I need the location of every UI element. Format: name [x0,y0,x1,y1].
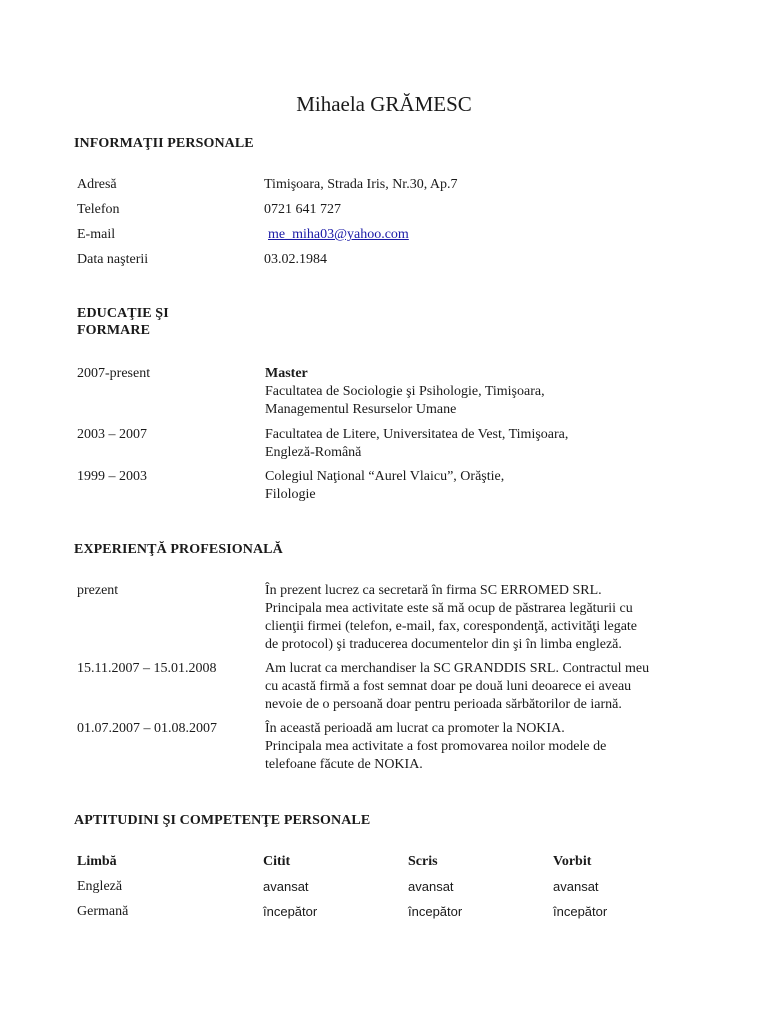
education-entry [265,468,685,504]
email-link[interactable]: me_miha03@yahoo.com [268,227,409,242]
section-heading-education [77,305,169,339]
experience-line: În această perioadă am lucrat ca promoter la NOKIA. [265,721,565,736]
cv-name: Mihaela GRĂMESC [296,92,472,116]
experience-description [265,720,690,774]
address-value: Timişoara, Strada Iris, Nr.30, Ap.7 [264,177,458,192]
reading-level: începător [263,904,318,919]
address-label: Adresă [77,177,117,192]
experience-description [265,582,690,654]
column-header-language: Limbă [77,854,117,869]
language-name: Germană [77,904,129,919]
education-field: Filologie [265,487,316,502]
education-heading-line2: FORMARE [77,323,151,338]
education-field: Engleză-Română [265,445,362,460]
birthdate-label: Data naşterii [77,252,149,267]
education-field: Managementul Resurselor Umane [265,402,457,417]
experience-description [265,660,690,714]
section-heading-personal: INFORMAŢII PERSONALE [74,136,254,151]
language-name: Engleză [77,879,123,894]
education-institution: Colegiul Naţional “Aurel Vlaicu”, Orăştie, [265,469,505,484]
experience-period: prezent [77,583,119,598]
birthdate-value: 03.02.1984 [264,252,327,267]
experience-line: de protocol) şi traducerea documentelor din şi în limba engleză. [265,637,622,652]
speaking-level: începător [553,904,608,919]
experience-line: Principala mea activitate a fost promovarea noilor modele de [265,739,607,754]
column-header-reading: Citit [263,854,291,869]
experience-line: telefoane făcute de NOKIA. [265,757,423,772]
education-institution: Facultatea de Litere, Universitatea de Vest, Timişoara, [265,427,569,442]
education-heading-line1: EDUCAŢIE ŞI [77,306,169,321]
education-period: 2007-present [77,366,151,381]
experience-period: 01.07.2007 – 01.08.2007 [77,721,217,736]
experience-line: nevoie de o persoană doar pentru perioada sărbătorilor de iarnă. [265,697,622,712]
phone-value: 0721 641 727 [264,202,341,217]
column-header-speaking: Vorbit [553,854,592,869]
experience-line: Am lucrat ca merchandiser la SC GRANDDIS SRL. Contractul meu [265,661,650,676]
experience-line: În prezent lucrez ca secretară în firma SC ERROMED SRL. [265,583,602,598]
experience-line: Principala mea activitate este să mă ocup de păstrarea legăturii cu [265,601,633,616]
writing-level: avansat [408,879,454,894]
email-label: E-mail [77,227,116,242]
education-institution: Facultatea de Sociologie şi Psihologie, Timişoara, [265,384,545,399]
writing-level: începător [408,904,463,919]
speaking-level: avansat [553,879,599,894]
section-heading-skills: APTITUDINI ŞI COMPETENŢE PERSONALE [74,813,371,828]
education-degree: Master [265,366,308,381]
education-entry [265,426,685,462]
experience-period: 15.11.2007 – 15.01.2008 [77,661,217,676]
reading-level: avansat [263,879,309,894]
experience-line: clienţii firmei (telefon, e-mail, fax, corespondenţă, activităţi legate [265,619,638,634]
education-period: 2003 – 2007 [77,427,147,442]
section-heading-experience: EXPERIENŢĂ PROFESIONALĂ [74,542,283,557]
education-entry [265,365,685,419]
column-header-writing: Scris [408,854,438,869]
phone-label: Telefon [77,202,120,217]
experience-line: cu acastă firmă a fost semnat doar pe două luni deoarece ei aveau [265,679,632,694]
education-period: 1999 – 2003 [77,469,147,484]
